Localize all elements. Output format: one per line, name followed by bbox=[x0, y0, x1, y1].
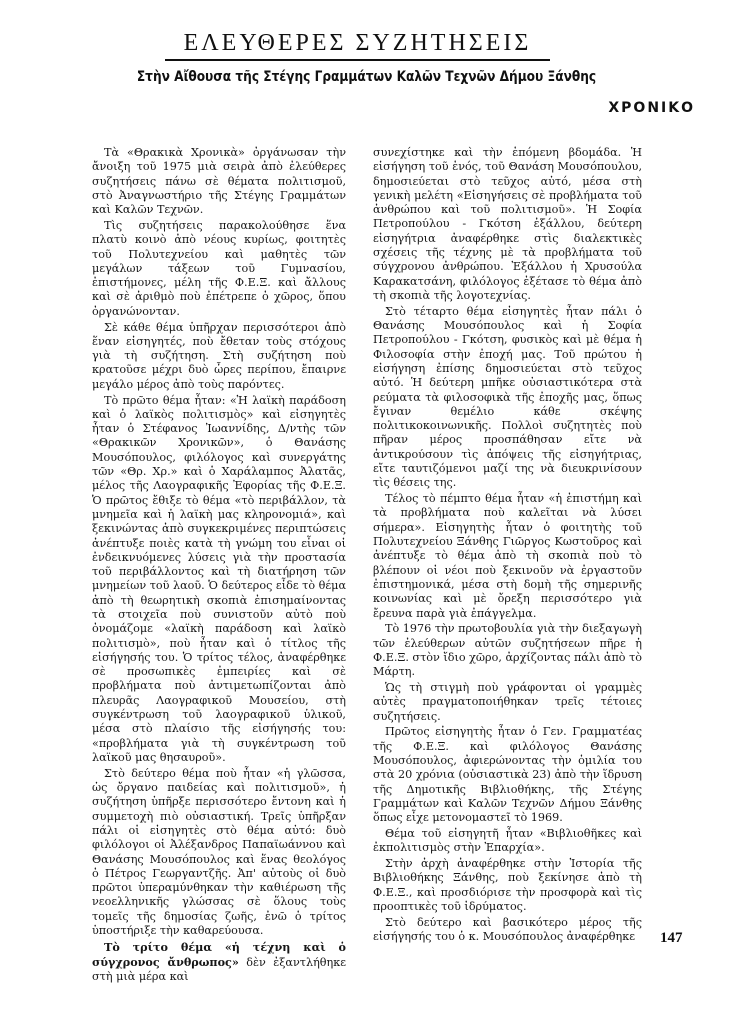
paragraph: Τὸ 1976 τὴν πρωτοβουλία γιὰ τὴν διεξαγωγὴ τῶν ἐλεύθερων αὐτῶν συζητήσεων πῆρε ἡ Φ.Ε.Ξ. στὸν ἴδιο χῶρο, ἀρχίζοντας πάλι ἀπὸ τὸ Μάρτη. bbox=[373, 622, 643, 679]
paragraph: Σὲ κάθε θέμα ὑπῆρχαν περισσότεροι ἀπὸ ἕναν εἰσηγητές, ποὺ ἔθεταν τοὺς στόχους γιὰ τὴ συζήτηση. Στὴ συζήτηση ποὺ κρατοῦσε μέχρι δυὸ ὧρες περίπου, ἔπαιρνε μεγάλο μέρος ἀπὸ τοὺς παρόντες. bbox=[92, 320, 346, 391]
paragraph: Στὴν ἀρχὴ ἀναφέρθηκε στὴν Ἱστορία τῆς Βιβλιοθήκης Ξάνθης, ποὺ ξεκίνησε ἀπὸ τὴ Φ.Ε.Ξ., καὶ προσδιόρισε τὴν προσφορὰ καὶ τὶς προοπτικὲς τοῦ ἱδρύματος. bbox=[373, 857, 642, 913]
paragraph: Τὰ «Θρακικὰ Χρονικὰ» ὀργάνωσαν τὴν ἄνοιξη τοῦ 1975 μιὰ σειρὰ ἀπὸ ἐλεύθερες συζητήσεις πάνω σὲ θέματα πολιτισμοῦ, στὸ Ἀναγνωστήριο τῆς Στέγης Γραμμάτων καὶ Καλῶν Τεχνῶν. bbox=[92, 146, 346, 217]
page-number: 147 bbox=[660, 930, 683, 946]
section-label: ΧΡΟΝΙΚΟ bbox=[608, 100, 695, 116]
paragraph: Στὸ δεύτερο καὶ βασικότερο μέρος τῆς εἰσήγησής του ὁ κ. Μουσόπουλος ἀναφέρθηκε bbox=[373, 915, 642, 944]
article-title: ΕΛΕΥΘΕΡΕΣ ΣΥΖΗΤΗΣΕΙΣ bbox=[183, 30, 532, 56]
paragraph-lead: Τὸ τρίτο θέμα «ἡ τέχνη καὶ ὁ σύγχρονος ἄνθρωπος» bbox=[92, 939, 346, 970]
title-underline bbox=[165, 59, 550, 61]
paragraph-rest: δὲν ἐξαντλήθηκε στὴ μιὰ μέρα καὶ bbox=[92, 956, 347, 984]
paragraph: Τὶς συζητήσεις παρακολούθησε ἕνα πλατὺ κοινὸ ἀπὸ νέους κυρίως, φοιτητὲς τοῦ Πολυτεχνείου καὶ μαθητὲς τῶν μεγάλων τάξεων τοῦ Γυμνασίου, ἐπιστήμονες, μέλη τῆς Φ.Ε.Ξ. καὶ ἄλλους καὶ σὲ ἀριθμὸ ποὺ ἐπέτρεπε ὁ χῶρος, ὅπου ὀργανώνονταν. bbox=[92, 218, 346, 318]
paragraph: Τέλος τὸ πέμπτο θέμα ἦταν «ἡ ἐπιστήμη καὶ τὰ προβλήματα ποὺ καλεῖται νὰ λύσει σήμερα». Εἰσηγητὴς ἦταν ὁ φοιτητὴς τοῦ Πολυτεχνείου Ξάνθης Γιῶργος Κωστοῦρος καὶ ἀνέπτυξε τὸ θέμα ἀπὸ τὴ σκοπιὰ ποὺ τὸ βλέπουν οἱ νέοι ποὺ ξεκινοῦν νὰ ἐργαστοῦν ἐπιστημονικά, μέσα στὴ δομὴ τῆς σημερινῆς κοινωνίας καὶ μὲ ὄρεξη περισσότερο γιὰ ἔρευνα παρὰ γιὰ ἐπάγγελμα. bbox=[373, 492, 642, 620]
paragraph bbox=[92, 940, 346, 985]
paragraph-continued: συνεχίστηκε καὶ τὴν ἑπόμενη βδομάδα. Ἡ εἰσήγηση τοῦ ἑνός, τοῦ Θανάση Μουσόπουλου, δημοσιεύεται στὸ τεῦχος αὐτό, μέσα στὴ γενικὴ μελέτη «Εἰσηγήσεις σὲ προβλήματα τοῦ ἀνθρώπου καὶ τοῦ πολιτισμοῦ». Ἡ Σοφία Πετροπούλου - Γκότση ἐξάλλου, δεύτερη εἰσηγήτρια ἀναφέρθηκε στὶς διαλεκτικὲς σχέσεις τῆς τέχνης μὲ τὰ προβλήματα τοῦ σύγχρονου ἀνθρώπου. Ἐξάλλου ἡ Χρυσούλα Καρακατσάνη, φιλόλογος ἐξέτασε τὸ θέμα ἀπὸ τὴ σκοπιὰ τῆς λογοτεχνίας. bbox=[373, 146, 642, 302]
paragraph: Τὸ πρῶτο θέμα ἦταν: «Ἡ λαϊκὴ παράδοση καὶ ὁ λαϊκὸς πολιτισμὸς» καὶ εἰσηγητὲς ἦταν ὁ Στέφανος Ἰωαννίδης, Δ/ντὴς τῶν «Θρακικῶν Χρονικῶν», ὁ Θανάσης Μουσόπουλος, φιλόλογος καὶ συνεργάτης τῶν «Θρ. Χρ.» καὶ ὁ Χαράλαμπος Ἀλατᾶς, μέλος τῆς Λαογραφικῆς Ἐφορίας τῆς Φ.Ε.Ξ. Ὁ πρῶτος ἔθιξε τὸ θέμα «τὸ περιβάλλον, τὰ μνημεῖα καὶ ἡ λαϊκὴ μας κληρονομιά», καὶ ξεκινώντας ἀπὸ συγκεκριμένες περιπτώσεις ἀνέπτυξε ποιὲς κατὰ τὴ γνώμη του εἶναι οἱ ἐνδεικνυόμενες λύσεις γιὰ τὴν προστασία τοῦ περιβάλλοντος καὶ τὴ διατήρηση τῶν μνημείων τοῦ λαοῦ. Ὁ δεύτερος εἶδε τὸ θέμα ἀπὸ τὴ θεωρητικὴ σκοπιὰ ἐπισημαίνοντας τὰ στοιχεῖα ποὺ συνιστοῦν αὐτὸ ποὺ ὀνομάζομε «λαϊκὴ παράδοση καὶ λαϊκὸ πολιτισμὸ», ποὺ ἦταν καὶ ὁ τίτλος τῆς εἰσήγησής του. Ὁ τρίτος τέλος, ἀναφέρθηκε σὲ προσωπικὲς ἐμπειρίες καὶ σὲ προβλήματα ποὺ ἀντιμετωπίζονται ἀπὸ πλευρᾶς Λαογραφικοῦ Μουσείου, στὴ συγκέντρωση τοῦ λαογραφικοῦ ὑλικοῦ, μέσα στὸ πλαίσιο τῆς εἰσήγησής του: «προβλήματα γιὰ τὴ συγκέντρωση τοῦ λαϊκοῦ μας θησαυροῦ». bbox=[92, 393, 347, 764]
paragraph: Στὸ δεύτερο θέμα ποὺ ἦταν «ἡ γλῶσσα, ὡς ὄργανο παιδείας καὶ πολιτισμοῦ», ἡ συζήτηση ὑπῆρξε περισσότερο ἔντονη καὶ ἡ συμμετοχὴ πιὸ οὐσιαστική. Τρεῖς ὑπῆρξαν πάλι οἱ εἰσηγητὲς στὸ θέμα αὐτό: δυὸ φιλόλογοι οἱ Ἀλέξανδρος Παπαϊωάννου καὶ Θανάσης Μουσόπουλος καὶ ἕνας θεολόγος ὁ Πέτρος Γεωργαντζῆς. Ἀπ' αὐτοὺς οἱ δυὸ πρῶτοι ὑπεραμύνθηκαν τὴν καθιέρωση τῆς νεοελληνικῆς γλώσσας σὲ ὅλους τοὺς τομεῖς τῆς δημοσίας ζωῆς, ἐνῶ ὁ τρίτος ὑποστήριξε τὴν καθαρεύουσα. bbox=[92, 766, 346, 938]
paragraph: Στὸ τέταρτο θέμα εἰσηγητὲς ἦταν πάλι ὁ Θανάσης Μουσόπουλος καὶ ἡ Σοφία Πετροπούλου - Γκότση, φυσικὸς καὶ μὲ θέμα ἡ Φιλοσοφία στὴν ἐποχή μας. Τοῦ πρώτου ἡ εἰσήγηση ἐπίσης δημοσιεύεται στὸ τεῦχος αὐτό. Ἡ δεύτερη μπῆκε οὐσιαστικότερα στὰ ρεύματα τὰ φιλοσοφικὰ τῆς ἐποχῆς μας, ὅπως ἔγιναν θεμέλιο κάθε σκέψης πολιτικοκοινωνικῆς. Πολλοὶ συζητητὲς ποὺ πῆραν μέρος προσπάθησαν εἴτε νὰ ἀντικρούσουν τὶς ἀπόψεις τῆς εἰσηγήτριας, εἴτε ταυτιζόμενοι μαζί της νὰ διευκρινίσουν τὶς θέσεις της. bbox=[373, 304, 642, 490]
paragraph: Ὡς τὴ στιγμὴ ποὺ γράφονται οἱ γραμμὲς αὐτὲς πραγματοποιήθηκαν τρεῖς τέτοιες συζητήσεις. bbox=[373, 680, 642, 723]
article-subtitle: Στὴν Αἴθουσα τῆς Στέγης Γραμμάτων Καλῶν Τεχνῶν Δήμου Ξάνθης bbox=[136, 69, 597, 85]
paragraph: Πρῶτος εἰσηγητὴς ἦταν ὁ Γεν. Γραμματέας τῆς Φ.Ε.Ξ. καὶ φιλόλογος Θανάσης Μουσόπουλος, ἀφιερώνοντας τὴν ὁμιλία του στὰ 20 χρόνια (οὐσιαστικὰ 23) ἀπὸ τὴν ἵδρυση τῆς Δημοτικῆς Βιβλιοθήκης, τῆς Στέγης Γραμμάτων καὶ Καλῶν Τεχνῶν Δήμου Ξάνθης ὅπως εἶχε μετονομαστεῖ τὸ 1969. bbox=[373, 725, 642, 825]
left-column bbox=[92, 146, 346, 986]
right-column bbox=[373, 146, 642, 946]
paragraph: Θέμα τοῦ εἰσηγητῆ ἦταν «Βιβλιοθῆκες καὶ ἐκπολιτισμὸς στὴν Ἐπαρχία». bbox=[373, 826, 642, 855]
